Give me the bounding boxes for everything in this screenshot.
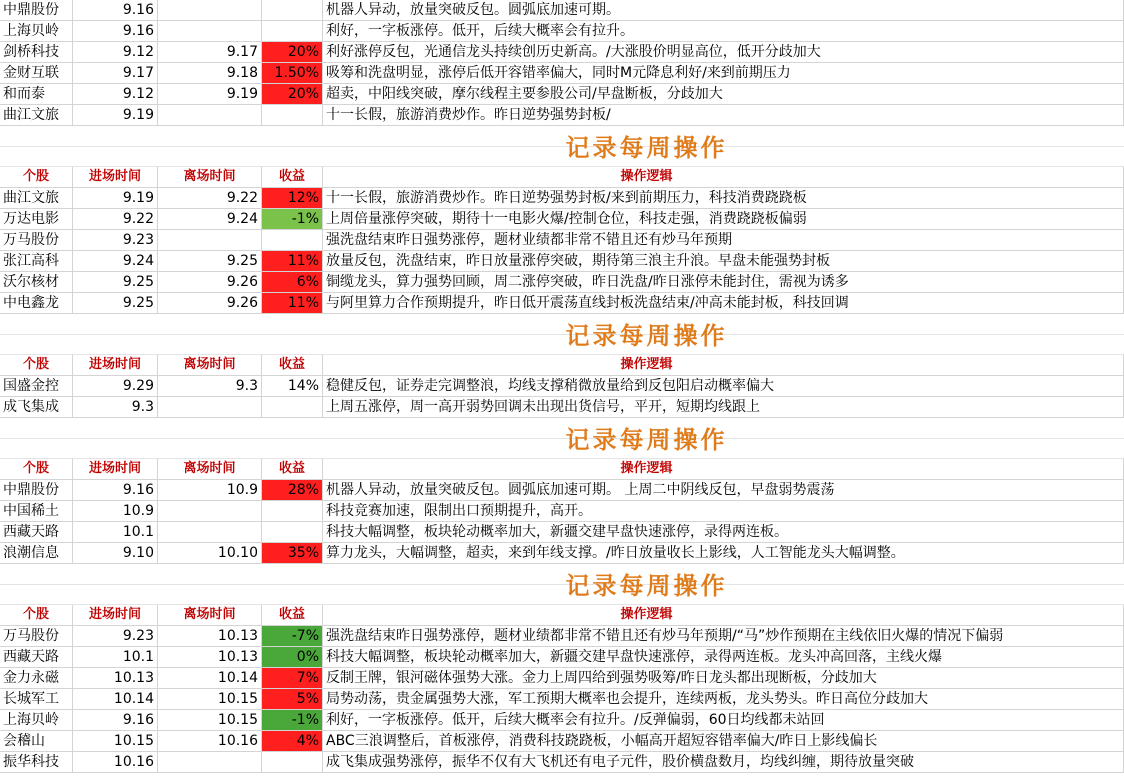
exit-time-cell[interactable]: 10.15 [158, 689, 262, 710]
logic-cell[interactable]: 强洗盘结束昨日强势涨停，题材业绩都非常不错且还有炒马年预期 [323, 230, 970, 251]
empty-cell[interactable] [970, 605, 1124, 626]
logic-cell[interactable]: 科技竞赛加速，限制出口预期提升，高开。 [323, 501, 970, 522]
stock-cell[interactable]: 金财互联 [0, 63, 73, 84]
gain-cell[interactable] [262, 230, 323, 251]
table-row [0, 21, 1124, 42]
entry-time-cell[interactable]: 9.24 [73, 251, 158, 272]
logic-cell[interactable]: 利好涨停反包，光通信龙头持续创历史新高。/大涨股价明显高位，低开分歧加大 [323, 42, 970, 63]
gain-cell[interactable]: -7% [262, 626, 323, 647]
section-title-row [0, 564, 1124, 605]
entry-time-cell[interactable]: 9.17 [73, 63, 158, 84]
entry-time-cell[interactable]: 9.16 [73, 0, 158, 21]
entry-time-cell[interactable]: 9.19 [73, 188, 158, 209]
stock-cell[interactable]: 长城军工 [0, 689, 73, 710]
entry-time-cell[interactable]: 9.16 [73, 710, 158, 731]
entry-time-cell[interactable]: 9.12 [73, 42, 158, 63]
gain-cell[interactable]: 6% [262, 272, 323, 293]
table-row [0, 293, 1124, 314]
table-row [0, 647, 1124, 668]
logic-cell[interactable]: 上周五涨停，周一高开弱势回调未出现出货信号，平开，短期均线跟上 [323, 397, 970, 418]
stock-cell[interactable]: 曲江文旅 [0, 105, 73, 126]
stock-cell[interactable]: 和而泰 [0, 84, 73, 105]
header-entry[interactable]: 进场时间 [73, 355, 158, 376]
logic-cell[interactable]: 科技大幅调整，板块轮动概率加大，新疆交建早盘快速涨停，录得两连板。龙头冲高回落，主线火爆 [323, 647, 970, 668]
exit-time-cell[interactable]: 9.18 [158, 63, 262, 84]
exit-time-cell[interactable] [158, 0, 262, 21]
header-gain[interactable]: 收益 [262, 167, 323, 188]
header-row [0, 355, 1124, 376]
header-row [0, 605, 1124, 626]
header-row [0, 167, 1124, 188]
logic-cell[interactable]: 稳健反包，证券走完调整浪，均线支撑稍微放量给到反包阳启动概率偏大 [323, 376, 970, 397]
section-title-row [0, 314, 1124, 355]
stock-cell[interactable]: 中国稀土 [0, 501, 73, 522]
table-row [0, 209, 1124, 230]
stock-cell[interactable]: 万马股份 [0, 230, 73, 251]
logic-cell[interactable]: 反制王牌，银河磁体强势大涨。金力上周四给到强势吸筹/昨日龙头都出现断板，分歧加大 [323, 668, 970, 689]
section-title: 记录每周操作 [565, 133, 728, 162]
entry-time-cell[interactable]: 10.1 [73, 647, 158, 668]
empty-cell[interactable] [970, 626, 1124, 647]
gain-cell[interactable]: 7% [262, 668, 323, 689]
table-row [0, 752, 1124, 773]
gain-cell[interactable]: 12% [262, 188, 323, 209]
gain-cell[interactable]: 20% [262, 84, 323, 105]
logic-cell[interactable]: ABC三浪调整后，首板涨停，消费科技跷跷板，小幅高开超短容错率偏大/昨日上影线偏长 [323, 731, 970, 752]
empty-cell[interactable] [970, 397, 1124, 418]
gain-cell[interactable]: -1% [262, 710, 323, 731]
exit-time-cell[interactable] [158, 752, 262, 773]
logic-cell[interactable]: 成飞集成强势涨停，振华不仅有大飞机还有电子元件，股价横盘数月，均线纠缠，期待放量突破 [323, 752, 970, 773]
gain-cell[interactable]: 11% [262, 251, 323, 272]
logic-cell[interactable]: 十一长假，旅游消费炒作。昨日逆势强势封板/来到前期压力，科技消费跷跷板 [323, 188, 970, 209]
empty-cell[interactable] [970, 376, 1124, 397]
stock-cell[interactable]: 剑桥科技 [0, 42, 73, 63]
table-row [0, 689, 1124, 710]
exit-time-cell[interactable]: 10.13 [158, 626, 262, 647]
table-row [0, 668, 1124, 689]
empty-cell[interactable] [970, 293, 1124, 314]
section-title-row [0, 418, 1124, 459]
header-entry[interactable]: 进场时间 [73, 605, 158, 626]
header-logic[interactable]: 操作逻辑 [323, 605, 970, 626]
empty-cell[interactable] [970, 105, 1124, 126]
header-exit[interactable]: 离场时间 [158, 167, 262, 188]
empty-cell[interactable] [970, 84, 1124, 105]
header-stock[interactable]: 个股 [0, 167, 73, 188]
table-row [0, 0, 1124, 21]
stock-cell[interactable]: 国盛金控 [0, 376, 73, 397]
empty-cell[interactable] [970, 543, 1124, 564]
entry-time-cell[interactable]: 10.15 [73, 731, 158, 752]
header-exit[interactable]: 离场时间 [158, 459, 262, 480]
entry-time-cell[interactable]: 10.16 [73, 752, 158, 773]
empty-cell[interactable] [970, 668, 1124, 689]
exit-time-cell[interactable]: 9.24 [158, 209, 262, 230]
table-row [0, 710, 1124, 731]
empty-cell[interactable] [970, 355, 1124, 376]
exit-time-cell[interactable]: 10.14 [158, 668, 262, 689]
table-row [0, 230, 1124, 251]
logic-cell[interactable]: 吸筹和洗盘明显，涨停后低开容错率偏大，同时M元降息利好/来到前期压力 [323, 63, 970, 84]
exit-time-cell[interactable]: 9.3 [158, 376, 262, 397]
entry-time-cell[interactable]: 9.12 [73, 84, 158, 105]
entry-time-cell[interactable]: 9.19 [73, 105, 158, 126]
logic-cell[interactable]: 算力龙头，大幅调整，超卖，来到年线支撑。/昨日放量收长上影线，人工智能龙头大幅调整。 [323, 543, 970, 564]
empty-cell[interactable] [970, 522, 1124, 543]
entry-time-cell[interactable]: 10.14 [73, 689, 158, 710]
empty-cell[interactable] [970, 42, 1124, 63]
entry-time-cell[interactable]: 10.9 [73, 501, 158, 522]
empty-cell[interactable] [970, 731, 1124, 752]
header-stock[interactable]: 个股 [0, 355, 73, 376]
table-row [0, 522, 1124, 543]
gain-cell[interactable]: 20% [262, 42, 323, 63]
section-title: 记录每周操作 [565, 425, 728, 454]
empty-cell[interactable] [970, 689, 1124, 710]
table-row [0, 376, 1124, 397]
gain-cell[interactable] [262, 105, 323, 126]
exit-time-cell[interactable]: 10.15 [158, 710, 262, 731]
stock-cell[interactable]: 振华科技 [0, 752, 73, 773]
stock-cell[interactable]: 成飞集成 [0, 397, 73, 418]
entry-time-cell[interactable]: 9.16 [73, 480, 158, 501]
exit-time-cell[interactable] [158, 397, 262, 418]
stock-cell[interactable]: 上海贝岭 [0, 710, 73, 731]
section-title: 记录每周操作 [565, 321, 728, 350]
gain-cell[interactable]: 11% [262, 293, 323, 314]
logic-cell[interactable]: 强洗盘结束昨日强势涨停，题材业绩都非常不错且还有炒马年预期/“马”炒作预期在主线依旧火爆的情况下偏弱 [323, 626, 970, 647]
table-row [0, 480, 1124, 501]
exit-time-cell[interactable] [158, 230, 262, 251]
empty-cell[interactable] [970, 710, 1124, 731]
header-stock[interactable]: 个股 [0, 605, 73, 626]
stock-cell[interactable]: 曲江文旅 [0, 188, 73, 209]
logic-cell[interactable]: 放量反包，洗盘结束，昨日放量涨停突破，期待第三浪主升浪。早盘未能强势封板 [323, 251, 970, 272]
empty-cell[interactable] [970, 0, 1124, 21]
entry-time-cell[interactable]: 9.23 [73, 626, 158, 647]
empty-cell[interactable] [970, 167, 1124, 188]
logic-cell[interactable]: 与阿里算力合作预期提升，昨日低开震荡直线封板洗盘结束/冲高未能封板，科技回调 [323, 293, 970, 314]
entry-time-cell[interactable]: 9.10 [73, 543, 158, 564]
header-gain[interactable]: 收益 [262, 355, 323, 376]
gain-cell[interactable]: 0% [262, 647, 323, 668]
gain-cell[interactable] [262, 0, 323, 21]
table-row [0, 272, 1124, 293]
stock-cell[interactable]: 西藏天路 [0, 647, 73, 668]
gain-cell[interactable]: 1.50% [262, 63, 323, 84]
gain-cell[interactable] [262, 397, 323, 418]
gain-cell[interactable] [262, 501, 323, 522]
exit-time-cell[interactable]: 9.26 [158, 293, 262, 314]
exit-time-cell[interactable] [158, 21, 262, 42]
entry-time-cell[interactable]: 9.25 [73, 272, 158, 293]
gain-cell[interactable]: -1% [262, 209, 323, 230]
exit-time-cell[interactable]: 10.10 [158, 543, 262, 564]
empty-cell[interactable] [970, 209, 1124, 230]
stock-cell[interactable]: 金力永磁 [0, 668, 73, 689]
empty-cell[interactable] [970, 752, 1124, 773]
exit-time-cell[interactable] [158, 105, 262, 126]
gain-cell[interactable]: 14% [262, 376, 323, 397]
logic-cell[interactable]: 机器人异动，放量突破反包。圆弧底加速可期。 [323, 0, 970, 21]
entry-time-cell[interactable]: 9.23 [73, 230, 158, 251]
gain-cell[interactable]: 5% [262, 689, 323, 710]
header-row [0, 459, 1124, 480]
logic-cell[interactable]: 局势动荡，贵金属强势大涨，军工预期大概率也会提升，连续两板，龙头势头。昨日高位分歧加大 [323, 689, 970, 710]
exit-time-cell[interactable]: 9.22 [158, 188, 262, 209]
exit-time-cell[interactable]: 9.26 [158, 272, 262, 293]
stock-cell[interactable]: 会稽山 [0, 731, 73, 752]
gain-cell[interactable] [262, 522, 323, 543]
empty-cell[interactable] [970, 251, 1124, 272]
empty-cell[interactable] [970, 21, 1124, 42]
table-row [0, 501, 1124, 522]
entry-time-cell[interactable]: 10.1 [73, 522, 158, 543]
stock-cell[interactable]: 西藏天路 [0, 522, 73, 543]
table-row [0, 84, 1124, 105]
logic-cell[interactable]: 机器人异动，放量突破反包。圆弧底加速可期。 上周二中阴线反包，早盘弱势震荡 [323, 480, 970, 501]
header-exit[interactable]: 离场时间 [158, 355, 262, 376]
stock-cell[interactable]: 浪潮信息 [0, 543, 73, 564]
entry-time-cell[interactable]: 9.25 [73, 293, 158, 314]
empty-cell[interactable] [970, 63, 1124, 84]
logic-cell[interactable]: 铜缆龙头，算力强势回顾，周二涨停突破，昨日洗盘/昨日涨停未能封住，需视为诱多 [323, 272, 970, 293]
stock-cell[interactable]: 万马股份 [0, 626, 73, 647]
entry-time-cell[interactable]: 9.3 [73, 397, 158, 418]
header-logic[interactable]: 操作逻辑 [323, 355, 970, 376]
header-exit[interactable]: 离场时间 [158, 605, 262, 626]
header-stock[interactable]: 个股 [0, 459, 73, 480]
gain-cell[interactable] [262, 752, 323, 773]
stock-cell[interactable]: 中鼎股份 [0, 480, 73, 501]
table-row [0, 188, 1124, 209]
table-row [0, 105, 1124, 126]
header-gain[interactable]: 收益 [262, 605, 323, 626]
exit-time-cell[interactable]: 9.25 [158, 251, 262, 272]
gain-cell[interactable]: 4% [262, 731, 323, 752]
table-row [0, 63, 1124, 84]
stock-cell[interactable]: 中电鑫龙 [0, 293, 73, 314]
header-gain[interactable]: 收益 [262, 459, 323, 480]
logic-cell[interactable]: 十一长假，旅游消费炒作。昨日逆势强势封板/ [323, 105, 970, 126]
empty-cell[interactable] [970, 480, 1124, 501]
exit-time-cell[interactable] [158, 522, 262, 543]
table-row [0, 626, 1124, 647]
stock-cell[interactable]: 上海贝岭 [0, 21, 73, 42]
empty-cell[interactable] [970, 230, 1124, 251]
exit-time-cell[interactable]: 10.16 [158, 731, 262, 752]
entry-time-cell[interactable]: 9.22 [73, 209, 158, 230]
stock-cell[interactable]: 万达电影 [0, 209, 73, 230]
exit-time-cell[interactable]: 10.9 [158, 480, 262, 501]
header-logic[interactable]: 操作逻辑 [323, 459, 970, 480]
table-row [0, 42, 1124, 63]
exit-time-cell[interactable]: 10.13 [158, 647, 262, 668]
table-row [0, 731, 1124, 752]
stock-cell[interactable]: 张江高科 [0, 251, 73, 272]
table-row [0, 543, 1124, 564]
gain-cell[interactable]: 35% [262, 543, 323, 564]
header-entry[interactable]: 进场时间 [73, 459, 158, 480]
stock-cell[interactable]: 沃尔核材 [0, 272, 73, 293]
entry-time-cell[interactable]: 10.13 [73, 668, 158, 689]
empty-cell[interactable] [970, 501, 1124, 522]
exit-time-cell[interactable]: 9.17 [158, 42, 262, 63]
gain-cell[interactable] [262, 21, 323, 42]
logic-cell[interactable]: 上周倍量涨停突破，期待十一电影火爆/控制仓位，科技走强，消费跷跷板偏弱 [323, 209, 970, 230]
table-row [0, 397, 1124, 418]
logic-cell[interactable]: 科技大幅调整，板块轮动概率加大，新疆交建早盘快速涨停，录得两连板。 [323, 522, 970, 543]
entry-time-cell[interactable]: 9.29 [73, 376, 158, 397]
exit-time-cell[interactable]: 9.19 [158, 84, 262, 105]
empty-cell[interactable] [970, 647, 1124, 668]
logic-cell[interactable]: 利好，一字板涨停。低开，后续大概率会有拉升。 [323, 21, 970, 42]
empty-cell[interactable] [970, 459, 1124, 480]
header-entry[interactable]: 进场时间 [73, 167, 158, 188]
logic-cell[interactable]: 利好，一字板涨停。低开，后续大概率会有拉升。/反弹偏弱，60日均线都未站回 [323, 710, 970, 731]
gain-cell[interactable]: 28% [262, 480, 323, 501]
entry-time-cell[interactable]: 9.16 [73, 21, 158, 42]
empty-cell[interactable] [970, 272, 1124, 293]
stock-cell[interactable]: 中鼎股份 [0, 0, 73, 21]
exit-time-cell[interactable] [158, 501, 262, 522]
section-title-row [0, 126, 1124, 167]
empty-cell[interactable] [970, 188, 1124, 209]
logic-cell[interactable]: 超卖，中阳线突破，摩尔线程主要参股公司/早盘断板，分歧加大 [323, 84, 970, 105]
header-logic[interactable]: 操作逻辑 [323, 167, 970, 188]
table-row [0, 251, 1124, 272]
section-title: 记录每周操作 [565, 571, 728, 600]
